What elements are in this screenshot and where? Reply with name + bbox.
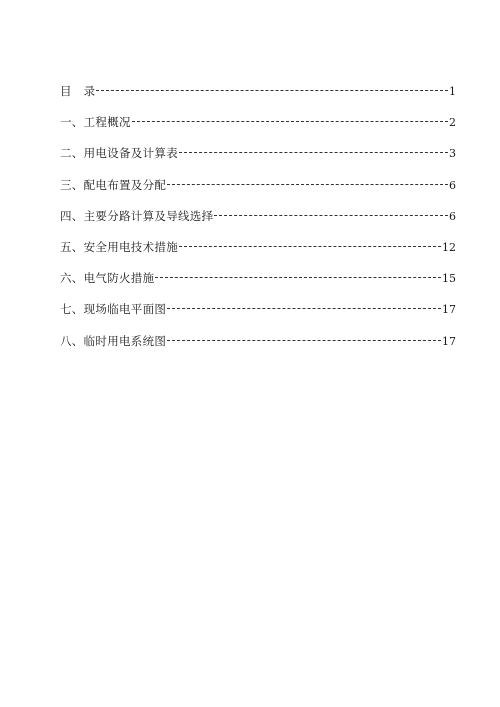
toc-entry-page: 17 xyxy=(442,334,456,348)
toc-entry-system-diagram[interactable] xyxy=(60,333,456,349)
toc-entry-title: 四、主要分路计算及导线选择 xyxy=(60,208,214,223)
toc-entry-page: 12 xyxy=(442,240,456,254)
toc-entry-safety-measures[interactable] xyxy=(60,239,456,255)
toc-entry-title: 三、配电布置及分配 xyxy=(60,177,167,192)
toc-entry-title: 二、用电设备及计算表 xyxy=(60,146,178,161)
toc-leader-line xyxy=(167,308,441,309)
toc-entry-project-overview[interactable] xyxy=(60,114,456,130)
toc-entry-distribution-layout[interactable] xyxy=(60,177,456,193)
toc-entry-title: 七、现场临电平面图 xyxy=(60,302,167,317)
toc-entry-page: 15 xyxy=(442,272,456,286)
toc-entry-site-plan[interactable] xyxy=(60,301,456,317)
toc-entry-page: 17 xyxy=(442,303,456,317)
toc-entry-equipment-table[interactable] xyxy=(60,145,456,161)
toc-leader-line xyxy=(132,121,448,122)
toc-entry-page: 2 xyxy=(449,116,456,130)
toc-entry-page: 6 xyxy=(449,178,456,192)
toc-entry-contents[interactable] xyxy=(60,83,456,99)
toc-entry-page: 6 xyxy=(449,209,456,223)
toc-leader-line xyxy=(179,246,441,247)
toc-entry-page: 3 xyxy=(449,147,456,161)
toc-leader-line xyxy=(155,277,441,278)
toc-entry-title: 五、安全用电技术措施 xyxy=(60,239,178,254)
toc-entry-page: 1 xyxy=(449,85,456,98)
toc-entry-branch-calculation[interactable] xyxy=(60,208,456,224)
toc-leader-line xyxy=(167,184,448,185)
toc-entry-title: 六、电气防火措施 xyxy=(60,271,155,286)
toc-leader-line xyxy=(167,340,441,341)
toc-entry-title: 目 录 xyxy=(60,84,96,98)
table-of-contents xyxy=(60,83,456,364)
toc-entry-fire-prevention[interactable] xyxy=(60,270,456,286)
toc-leader-line xyxy=(214,215,448,216)
toc-leader-line xyxy=(96,90,448,91)
toc-leader-line xyxy=(179,152,448,153)
toc-entry-title: 八、临时用电系统图 xyxy=(60,333,167,348)
toc-entry-title: 一、工程概况 xyxy=(60,115,131,130)
